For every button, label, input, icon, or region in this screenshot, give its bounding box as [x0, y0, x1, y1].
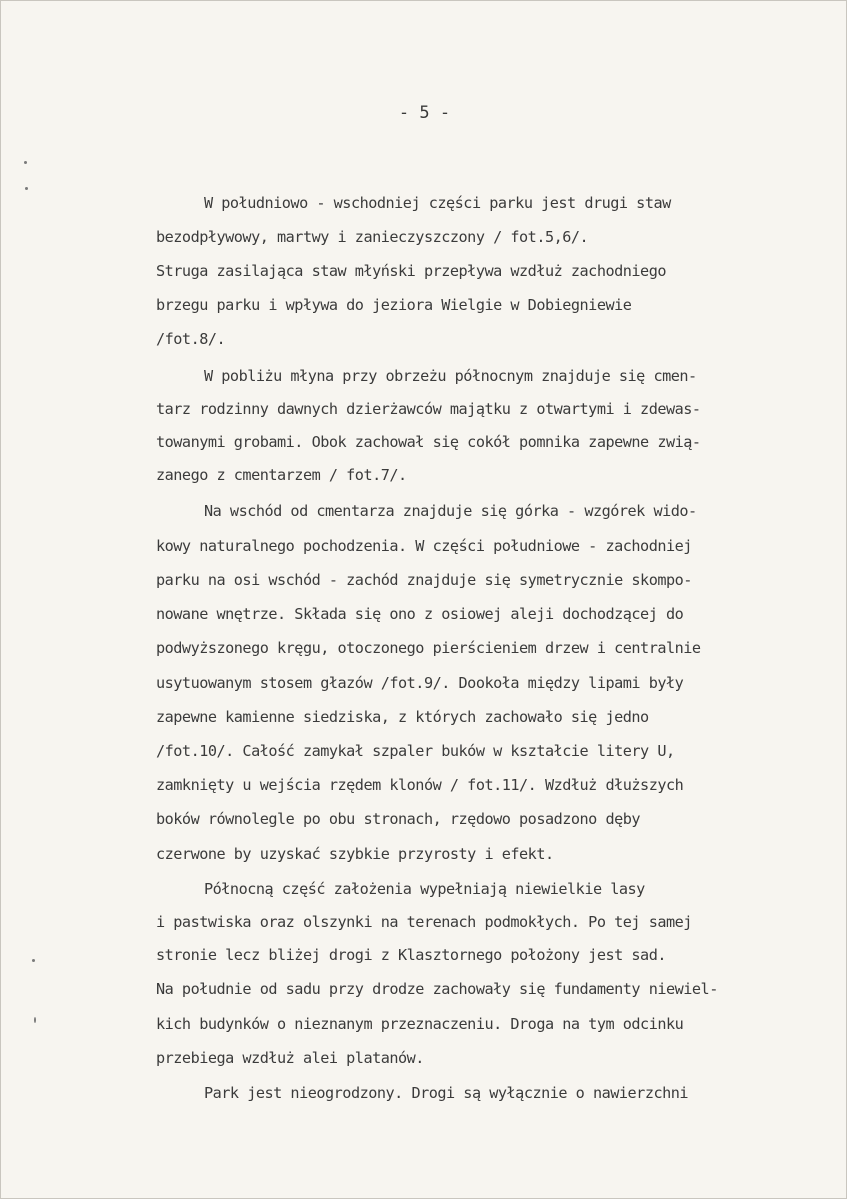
- text-line: parku na osi wschód - zachód znajduje się symetrycznie skompo-: [156, 571, 692, 589]
- text-line: kowy naturalnego pochodzenia. W części południowe - zachodniej: [156, 537, 692, 555]
- margin-mark: [32, 959, 35, 962]
- text-line: /fot.8/.: [156, 330, 226, 348]
- text-line: /fot.10/. Całość zamykał szpaler buków w kształcie litery U,: [156, 742, 675, 760]
- text-line: Struga zasilająca staw młyński przepływa wzdłuż zachodniego: [156, 262, 666, 280]
- text-line: Park jest nieogrodzony. Drogi są wyłącznie o nawierzchni: [204, 1084, 689, 1102]
- text-line: W pobliżu młyna przy obrzeżu północnym znajduje się cmen-: [204, 367, 697, 385]
- margin-mark: [24, 161, 27, 164]
- text-line: stronie lecz bliżej drogi z Klasztornego położony jest sad.: [156, 946, 666, 964]
- text-line: nowane wnętrze. Składa się ono z osiowej aleji dochodzącej do: [156, 605, 684, 623]
- text-line: W południowo - wschodniej części parku jest drugi staw: [204, 194, 671, 212]
- text-line: brzegu parku i wpływa do jeziora Wielgie w Dobiegniewie: [156, 296, 632, 314]
- text-line: i pastwiska oraz olszynki na terenach podmokłych. Po tej samej: [156, 913, 692, 931]
- text-line: towanymi grobami. Obok zachował się cokół pomnika zapewne zwią-: [156, 433, 701, 451]
- text-line: zapewne kamienne siedziska, z których zachowało się jedno: [156, 708, 649, 726]
- text-line: Na południe od sadu przy drodze zachowały się fundamenty niewiel-: [156, 980, 718, 998]
- text-line: usytuowanym stosem głazów /fot.9/. Dookoła między lipami były: [156, 674, 684, 692]
- text-line: czerwone by uzyskać szybkie przyrosty i efekt.: [156, 845, 554, 863]
- margin-mark: [25, 187, 28, 190]
- text-line: przebiega wzdłuż alei platanów.: [156, 1049, 424, 1067]
- text-line: bezodpływowy, martwy i zanieczyszczony / fot.5,6/.: [156, 228, 589, 246]
- margin-mark: [34, 1017, 36, 1023]
- text-line: kich budynków o nieznanym przeznaczeniu. Droga na tym odcinku: [156, 1015, 684, 1033]
- text-line: zanego z cmentarzem / fot.7/.: [156, 466, 407, 484]
- text-line: zamknięty u wejścia rzędem klonów / fot.11/. Wzdłuż dłuższych: [156, 776, 684, 794]
- text-line: tarz rodzinny dawnych dzierżawców majątku z otwartymi i zdewas-: [156, 400, 701, 418]
- text-line: Na wschód od cmentarza znajduje się górka - wzgórek wido-: [204, 502, 697, 520]
- text-line: boków równolegle po obu stronach, rzędowo posadzono dęby: [156, 810, 641, 828]
- text-line: podwyższonego kręgu, otoczonego pierścieniem drzew i centralnie: [156, 639, 701, 657]
- page-number: - 5 -: [398, 103, 451, 123]
- text-line: Północną część założenia wypełniają niewielkie lasy: [204, 880, 645, 898]
